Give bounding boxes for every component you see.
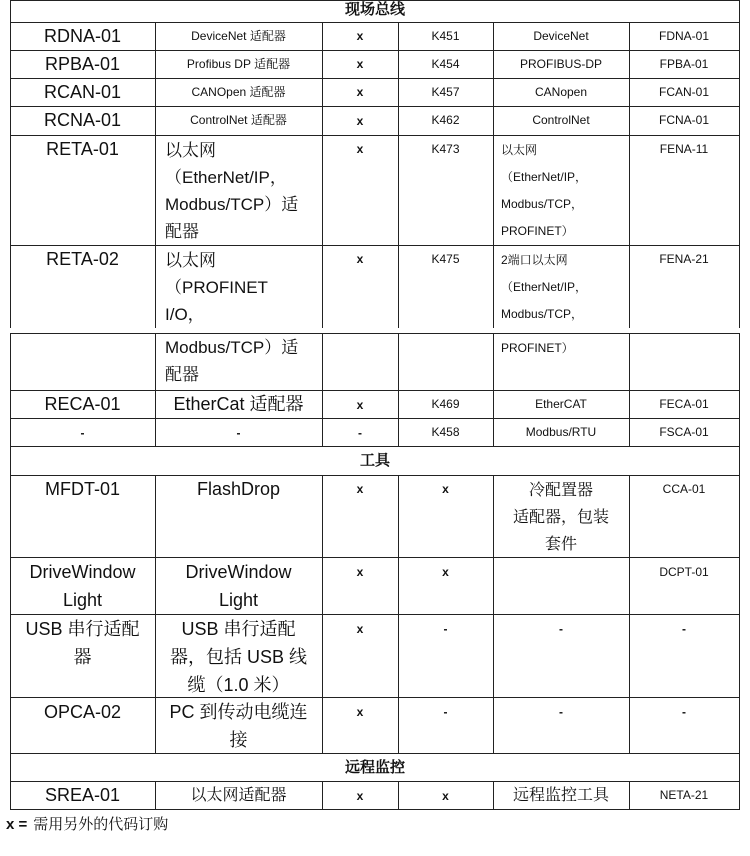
option-code: x: [442, 565, 449, 579]
description: Profibus DP 适配器: [186, 57, 291, 71]
type-code: -: [80, 426, 85, 440]
description: DriveWindow Light: [185, 562, 292, 610]
option-code: x: [442, 482, 449, 496]
description: CANOpen 适配器: [191, 85, 286, 99]
option-code: K457: [431, 85, 460, 99]
order-mark: x: [356, 398, 364, 412]
section-heading-tools: 工具: [359, 451, 390, 469]
alt-code: FDNA-01: [658, 29, 709, 43]
type-code: RDNA-01: [43, 26, 122, 46]
type-code: MFDT-01: [44, 479, 120, 499]
alt-code: NETA-21: [659, 788, 709, 802]
order-mark: x: [356, 622, 364, 636]
protocol: Modbus/RTU: [525, 425, 597, 439]
type-code: USB 串行适配 器: [25, 619, 140, 667]
alt-code: DCPT-01: [659, 565, 709, 579]
description: 以太网 （EtherNet/IP， Modbus/TCP）适 配器: [165, 141, 299, 241]
alt-code: FCAN-01: [658, 85, 709, 99]
order-mark: x: [356, 29, 364, 43]
protocol: 以太网 （EtherNet/IP， Modbus/TCP， PROFINET）: [501, 143, 588, 238]
footnote: [6, 813, 168, 834]
alt-code: FCNA-01: [658, 113, 709, 127]
order-mark: x: [356, 789, 364, 803]
protocol: 冷配置器 适配器，包装 套件: [512, 480, 609, 553]
protocol: ControlNet: [532, 113, 590, 127]
type-code: RPBA-01: [44, 54, 121, 74]
alt-code: -: [682, 622, 686, 636]
protocol: 远程监控工具: [512, 785, 609, 804]
description: 以太网适配器: [190, 785, 287, 804]
option-code: x: [442, 789, 449, 803]
option-code: K451: [431, 29, 460, 43]
order-mark: x: [356, 482, 364, 496]
alt-code: FECA-01: [659, 397, 709, 411]
description: FlashDrop: [196, 479, 281, 499]
description: -: [236, 426, 241, 440]
footnote-text: 需用另外的代码订购: [33, 815, 169, 833]
protocol: PROFIBUS-DP: [519, 57, 602, 71]
option-code: K469: [431, 397, 460, 411]
option-code: K462: [431, 113, 460, 127]
alt-code: -: [682, 705, 686, 719]
alt-code: FENA-11: [659, 142, 709, 156]
order-mark: x: [356, 85, 364, 99]
description: 以太网 （PROFINET I/O，: [165, 251, 268, 324]
type-code: SREA-01: [44, 785, 121, 805]
order-mark: x: [356, 252, 364, 266]
protocol: CANopen: [534, 85, 588, 99]
type-code: DriveWindow Light: [29, 562, 136, 610]
option-code: K475: [431, 252, 460, 266]
protocol: -: [559, 622, 563, 636]
option-code: K454: [431, 57, 460, 71]
alt-code: FSCA-01: [659, 425, 709, 439]
type-code: RETA-02: [46, 249, 119, 269]
order-mark: -: [358, 426, 362, 440]
protocol: 2端口以太网 （EtherNet/IP， Modbus/TCP，: [501, 253, 588, 321]
type-code: RCAN-01: [43, 82, 122, 102]
description: PC 到传动电缆连 接: [169, 702, 308, 750]
option-code: K473: [431, 142, 460, 156]
protocol: DeviceNet: [533, 29, 589, 43]
alt-code: FPBA-01: [659, 57, 709, 71]
section-heading-fieldbus: 现场总线: [344, 0, 405, 18]
footnote-symbol: x =: [6, 816, 28, 833]
options-table-lower: [10, 333, 740, 810]
order-mark: x: [356, 705, 364, 719]
order-mark: x: [356, 565, 364, 579]
protocol-continued: PROFINET）: [501, 341, 574, 355]
options-table-upper: [10, 0, 740, 328]
description-continued: Modbus/TCP）适 配器: [165, 338, 299, 384]
alt-code: FENA-21: [659, 252, 709, 266]
order-mark: x: [356, 142, 364, 156]
description: DeviceNet 适配器: [191, 29, 286, 43]
type-code: OPCA-02: [43, 702, 122, 722]
description: EtherCat 适配器: [173, 394, 304, 414]
protocol: -: [559, 705, 563, 719]
option-code: -: [443, 622, 448, 636]
protocol: EtherCAT: [535, 397, 587, 411]
order-mark: x: [356, 57, 364, 71]
description: ControlNet 适配器: [190, 113, 287, 127]
type-code: RECA-01: [44, 394, 121, 414]
option-code: -: [443, 705, 448, 719]
option-code: K458: [431, 425, 460, 439]
order-mark: x: [356, 114, 364, 128]
description: USB 串行适配 器，包括 USB 线 缆（1.0 米）: [169, 619, 307, 695]
type-code: RCNA-01: [43, 110, 122, 130]
alt-code: CCA-01: [662, 482, 706, 496]
type-code: RETA-01: [46, 139, 119, 159]
section-heading-remote-monitoring: 远程监控: [344, 758, 405, 776]
